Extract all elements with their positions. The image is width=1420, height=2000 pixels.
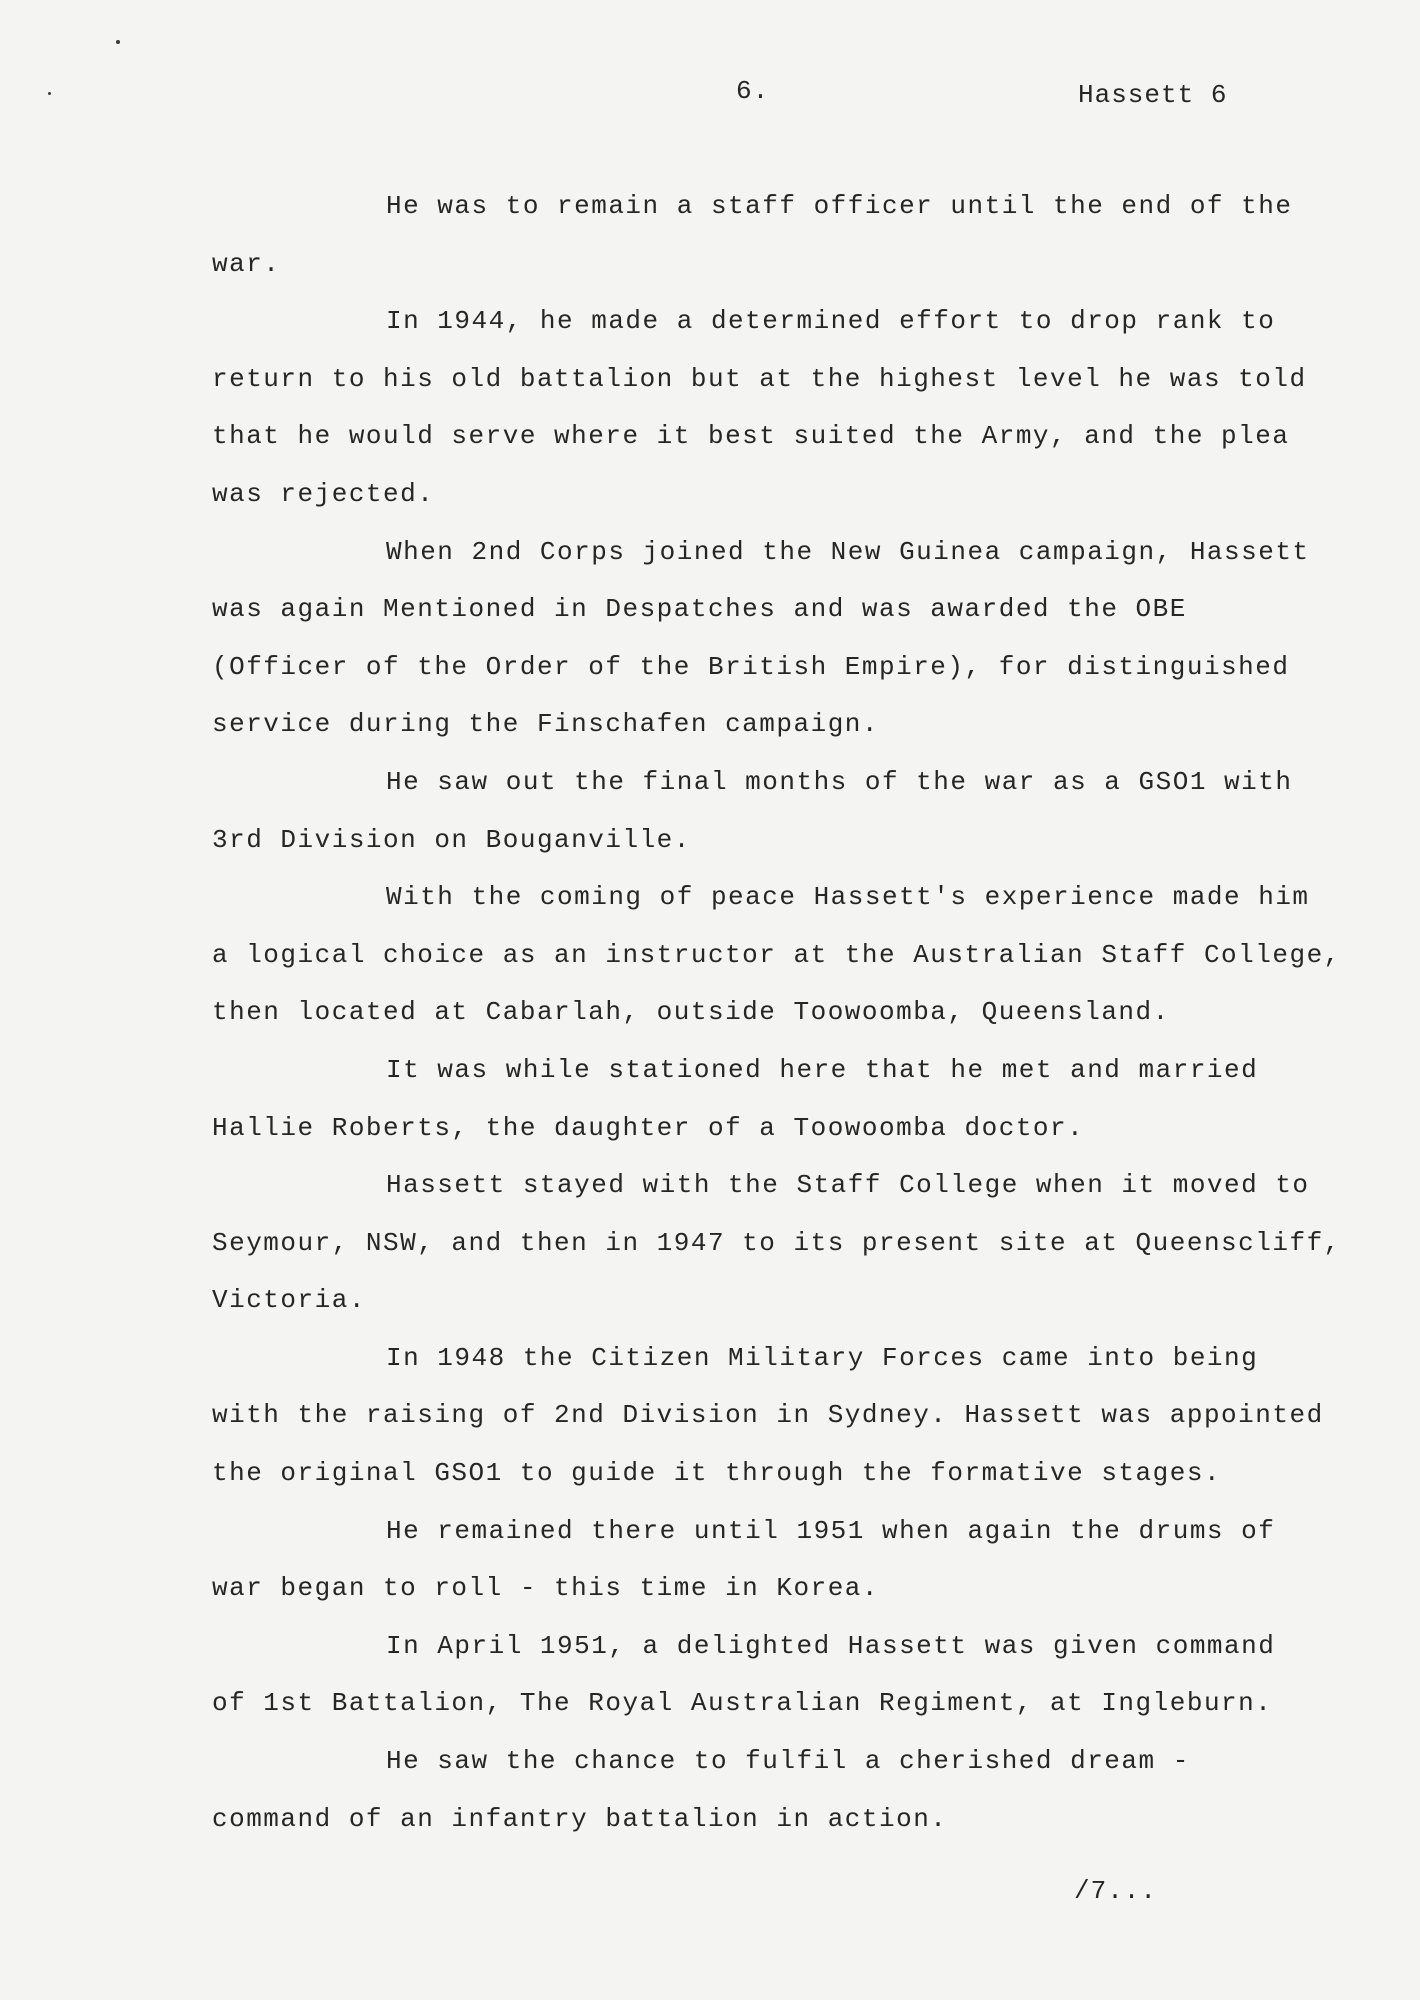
paragraph: Hassett stayed with the Staff College when it moved to Seymour, NSW, and then in 1947 to its present site at Queenscliff, Victoria. [212, 1170, 1341, 1316]
paragraph: He was to remain a staff officer until the end of the war. [212, 191, 1293, 279]
paragraph: In April 1951, a delighted Hassett was given command of 1st Battalion, The Royal Australian Regiment, at Ingleburn. [212, 1630, 1276, 1719]
paragraph: When 2nd Corps joined the New Guinea campaign, Hassett was again Mentioned in Despatches and was awarded the OBE (Officer of the Order of the British Empire), for distinguished service during the Finschafen campaign. [212, 536, 1310, 740]
running-header: Hassett 6 [1078, 80, 1228, 110]
paragraph: He saw the chance to fulfil a cherished dream - command of an infantry battalion in action. [212, 1746, 1190, 1834]
paper-speck [116, 40, 120, 44]
continuation-marker: /7... [1074, 1876, 1158, 1906]
body-text [212, 178, 1362, 1848]
paragraph: With the coming of peace Hassett's experience made him a logical choice as an instructor at the Australian Staff College, then located at Cabarlah, outside Toowoomba, Queensland. [212, 882, 1341, 1028]
page-number: 6. [736, 76, 770, 106]
paragraph: He remained there until 1951 when again the drums of war began to roll - this time in Korea. [212, 1515, 1276, 1604]
paragraph: In 1948 the Citizen Military Forces came into being with the raising of 2nd Division in Sydney. Hassett was appointed the original GSO1 to guide it through the formative stages. [212, 1342, 1324, 1489]
paper-speck [48, 92, 51, 95]
paragraph: It was while stationed here that he met and married Hallie Roberts, the daughter of a Toowoomba doctor. [212, 1054, 1259, 1143]
paragraph: In 1944, he made a determined effort to drop rank to return to his old battalion but at the highest level he was told that he would serve where it best suited the Army, and the plea was rejected. [212, 306, 1307, 509]
paragraph: He saw out the final months of the war as a GSO1 with 3rd Division on Bouganville. [212, 766, 1293, 855]
